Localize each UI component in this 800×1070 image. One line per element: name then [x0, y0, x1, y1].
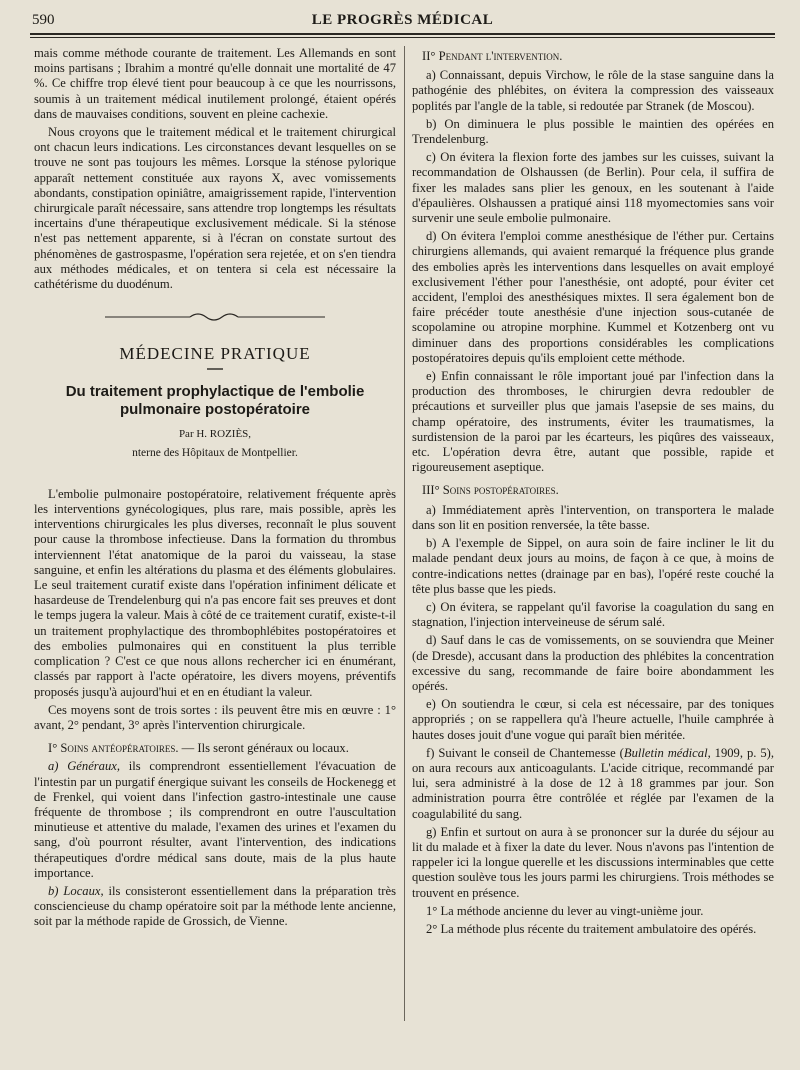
paragraph: e) Enfin connaissant le rôle important joué par l'infection dans la production des thromboses, le chirurgien devra redoubler de précautions et surveiller plus que jamais l'asepsie de ses mains, du champ opératoire, des instruments, éviter les traumatismes, la surdistension de la paroi par les écarteurs, les piqûres des vaisseaux, etc. L'opération devra être, autant que possible, rapide et rigoureusement aseptique.: [412, 369, 774, 475]
paragraph: mais comme méthode courante de traitement. Les Allemands en sont moins partisans ; Ibrahim a montré qu'elle donnait une mortalité de 47 %. Ce chiffre trop élevé tient pour beaucoup à ce que les nourrissons, soumis à un traitement médical inutilement prolongé, étaient opérés dans de mauvaises conditions, souvent en pleine cachexie.: [34, 46, 396, 121]
article-title: Du traitement prophylactique de l'embolie pulmonaire postopératoire: [65, 383, 365, 419]
paragraph: c) On évitera, se rappelant qu'il favorise la coagulation du sang en stagnation, l'injection interveineuse de sérum salé.: [412, 599, 774, 630]
list-item: 1° La méthode ancienne du lever au vingt-unième jour.: [426, 903, 704, 918]
paragraph: L'embolie pulmonaire postopératoire, relativement fréquente après les interventions gynécologiques, plus rare, mais possible, après les interventions chirurgicales les plus diverses, reconnaît le plus souvent pour cause la thrombose infectieuse. Dans la formation du thrombus interviennent l'état anatomique de la paroi du vaisseau, la stase sanguine, et enfin les altérations du plasma et des éléments globulaires. Le seul traitement curatif existe dans l'opération infiniment délicate et hasardeuse de Trendelenburg qui n'a pas encore fait ses preuves et dont le temps jugera la valeur. Mais à côté de ce traitement curatif, existe-t-il un traitement prophylactique des thrombophlébites postopératoires et des embolies pulmonaires qui en constituent la plus terrible complication ? C'est ce que nous allons rechercher ici en énumérant, classés par rapport à l'acte opératoire, les divers moyens, préventifs proposés jusqu'à aujourd'hui et en en étudiant la valeur.: [34, 486, 396, 699]
byline: Par H. ROZIÈS,: [178, 428, 252, 441]
paragraph: b) A l'exemple de Sippel, on aura soin de faire incliner le lit du malade pendant deux jours au moins, de façon à ce que, à moins de contre-indications nettes (drainage par en bas), l'opéré reste couché la tête plus basse que les pieds.: [412, 536, 774, 596]
heading-text: — Ils seront généraux ou locaux.: [178, 741, 349, 756]
list-item: 2° La méthode plus récente du traitement ambulatoire des opérés.: [426, 921, 757, 936]
paragraph: [34, 759, 396, 881]
paragraph: c) On évitera la flexion forte des jambes sur les cuisses, suivant la recommandation de Olshaussen (de Berlin). Pour cela, il suffira de fixer les malades sans plier les genoux, en les soutenant à l'aide d'épaulières. Olshaussen a pratiqué ainsi 118 myomectomies sans voir survenir une seule embolie pulmonaire.: [412, 150, 774, 226]
item-text: ils consisteront essentiellement dans la préparation très consciencieuse du champ opératoire soit par la méthode lente ancienne, soit par la méthode rapide de Grossich, de Vienne.: [34, 883, 396, 929]
paragraph: a) Immédiatement après l'intervention, on transportera le malade dans son lit en position renversée, la tête basse.: [412, 502, 774, 532]
header-rule: [30, 33, 775, 35]
paragraph: [34, 884, 396, 930]
section-title: MÉDECINE PRATIQUE: [119, 344, 311, 364]
subsection-heading: [34, 741, 396, 756]
citation: Bulletin médical,: [623, 745, 711, 760]
item-label: b) Locaux,: [48, 883, 104, 898]
subsection-heading: III° Soins postopératoires.: [422, 483, 559, 498]
paragraph: Nous croyons que le traitement médical et le traitement chirurgical ont chacun leurs indications. Les circonstances devant lesquelles on se trouve ne sont pas toujours les mêmes. Lorsque la sténose pylorique apparaît nettement constituée aux rayons X, avec vomissements abondants, constipation opiniâtre, amaigrissement rapide, l'intervention chirurgicale paraît nécessaire, sans attendre trop longtemps les résultats incertains d'une thérapeutique exclusivement médicale. Si la sténose n'est pas nettement apparente, si à l'écran on constate surtout des phénomènes de gastrospasme, l'opération sera rejetée, et on s'en tiendra aux méthodes médicales, et on tentera si cela est nécessaire la cathétérisme du duodénum.: [34, 125, 396, 292]
journal-title: LE PROGRÈS MÉDICAL: [311, 12, 494, 28]
title-dash: [34, 361, 396, 369]
item-text: 1909, p. 5), on aura recours aux anticoagulants. L'acide citrique, recommandé par lui, sera administré à la dose de 12 à 18 grammes par jour. Son administration pourra être contrôlée et réglée par l'examen de la coagulabilité du sang.: [412, 745, 774, 821]
page-number: 590: [32, 12, 55, 28]
item-text: ils comprendront essentiellement l'évacuation de l'intestin par un purgatif énergique suivant les conseils de Hockenegg et de Frenkel, qui voient dans l'infection gastro-intestinale une cause fréquente de thrombose ; ils comprendront en outre l'auscultation minutieuse et attentive du malade, l'examen des urines et l'examen du sang, d'où pourront résulter, avant l'intervention, des indications thérapeutiques d'ordre médical sans doute, mais de la plus haute importance.: [34, 759, 396, 880]
right-column: [412, 46, 774, 940]
paragraph: d) On évitera l'emploi comme anesthésique de l'éther pur. Certains chirurgiens allemands, qui avaient remarqué la fréquence plus grande des embolies après les interventions dans lesquelles on avait employé exclusivement l'éther pour l'anesthésie, ont adopté, pour éviter cet accident, l'emploi des anesthésiques mixtes. Il sera également bon de faire précéder toute anesthésie d'une injection sous-cutanée de scopolamine ou atropine morphine. Kummel et Kotzenberg ont vu diminuer dans des proportions considérables les complications postopératoires depuis qu'ils emploient cette méthode.: [412, 229, 774, 365]
ornament-divider: [34, 310, 396, 326]
paragraph: [412, 746, 774, 822]
paragraph: a) Connaissant, depuis Virchow, le rôle de la stase sanguine dans la pathogénie des phlébites, on évitera la compression des vaisseaux poplités par l'angle de la table, si redoutée par Stranek (de Moscou).: [412, 68, 774, 113]
paragraph: e) On soutiendra le cœur, si cela est nécessaire, par des toniques appropriés ; on se rappellera qu'à l'heure actuelle, l'huile camphrée à hautes doses jouit d'une vogue qui paraît bien méritée.: [412, 697, 774, 742]
paragraph: d) Sauf dans le cas de vomissements, on se souviendra que Meiner (de Dresde), accusant dans la production des phlébites la concentration excessive du sang, recommande de faire boire abondamment les opérés.: [412, 633, 774, 693]
item-label: a) Généraux,: [48, 759, 121, 774]
paragraph: Ces moyens sont de trois sortes : ils peuvent être mis en œuvre : 1° avant, 2° pendant, 3° après l'intervention chirurgicale.: [34, 702, 396, 732]
heading-label: I° Soins antéopératoires.: [48, 741, 179, 756]
column-divider: [404, 46, 405, 1021]
page-header: [30, 12, 775, 34]
subsection-heading: II° Pendant l'intervention.: [422, 49, 563, 63]
paragraph: b) On diminuera le plus possible le maintien des opérées en Trendelenburg.: [412, 116, 774, 147]
item-text: f) Suivant le conseil de Chantemesse (: [426, 745, 624, 760]
left-column: [34, 46, 396, 933]
byline-affiliation: nterne des Hôpitaux de Montpellier.: [132, 446, 298, 459]
paragraph: g) Enfin et surtout on aura à se prononcer sur la durée du séjour au lit du malade et à fixer la date du lever. Nous n'avons pas l'intention de rappeler ici la longue querelle et les discussions interminables que cette question soulève tous les jours parmi les chirurgiens. Trois méthodes se trouvent en présence.: [412, 824, 774, 900]
header-rule-thin: [30, 37, 775, 38]
